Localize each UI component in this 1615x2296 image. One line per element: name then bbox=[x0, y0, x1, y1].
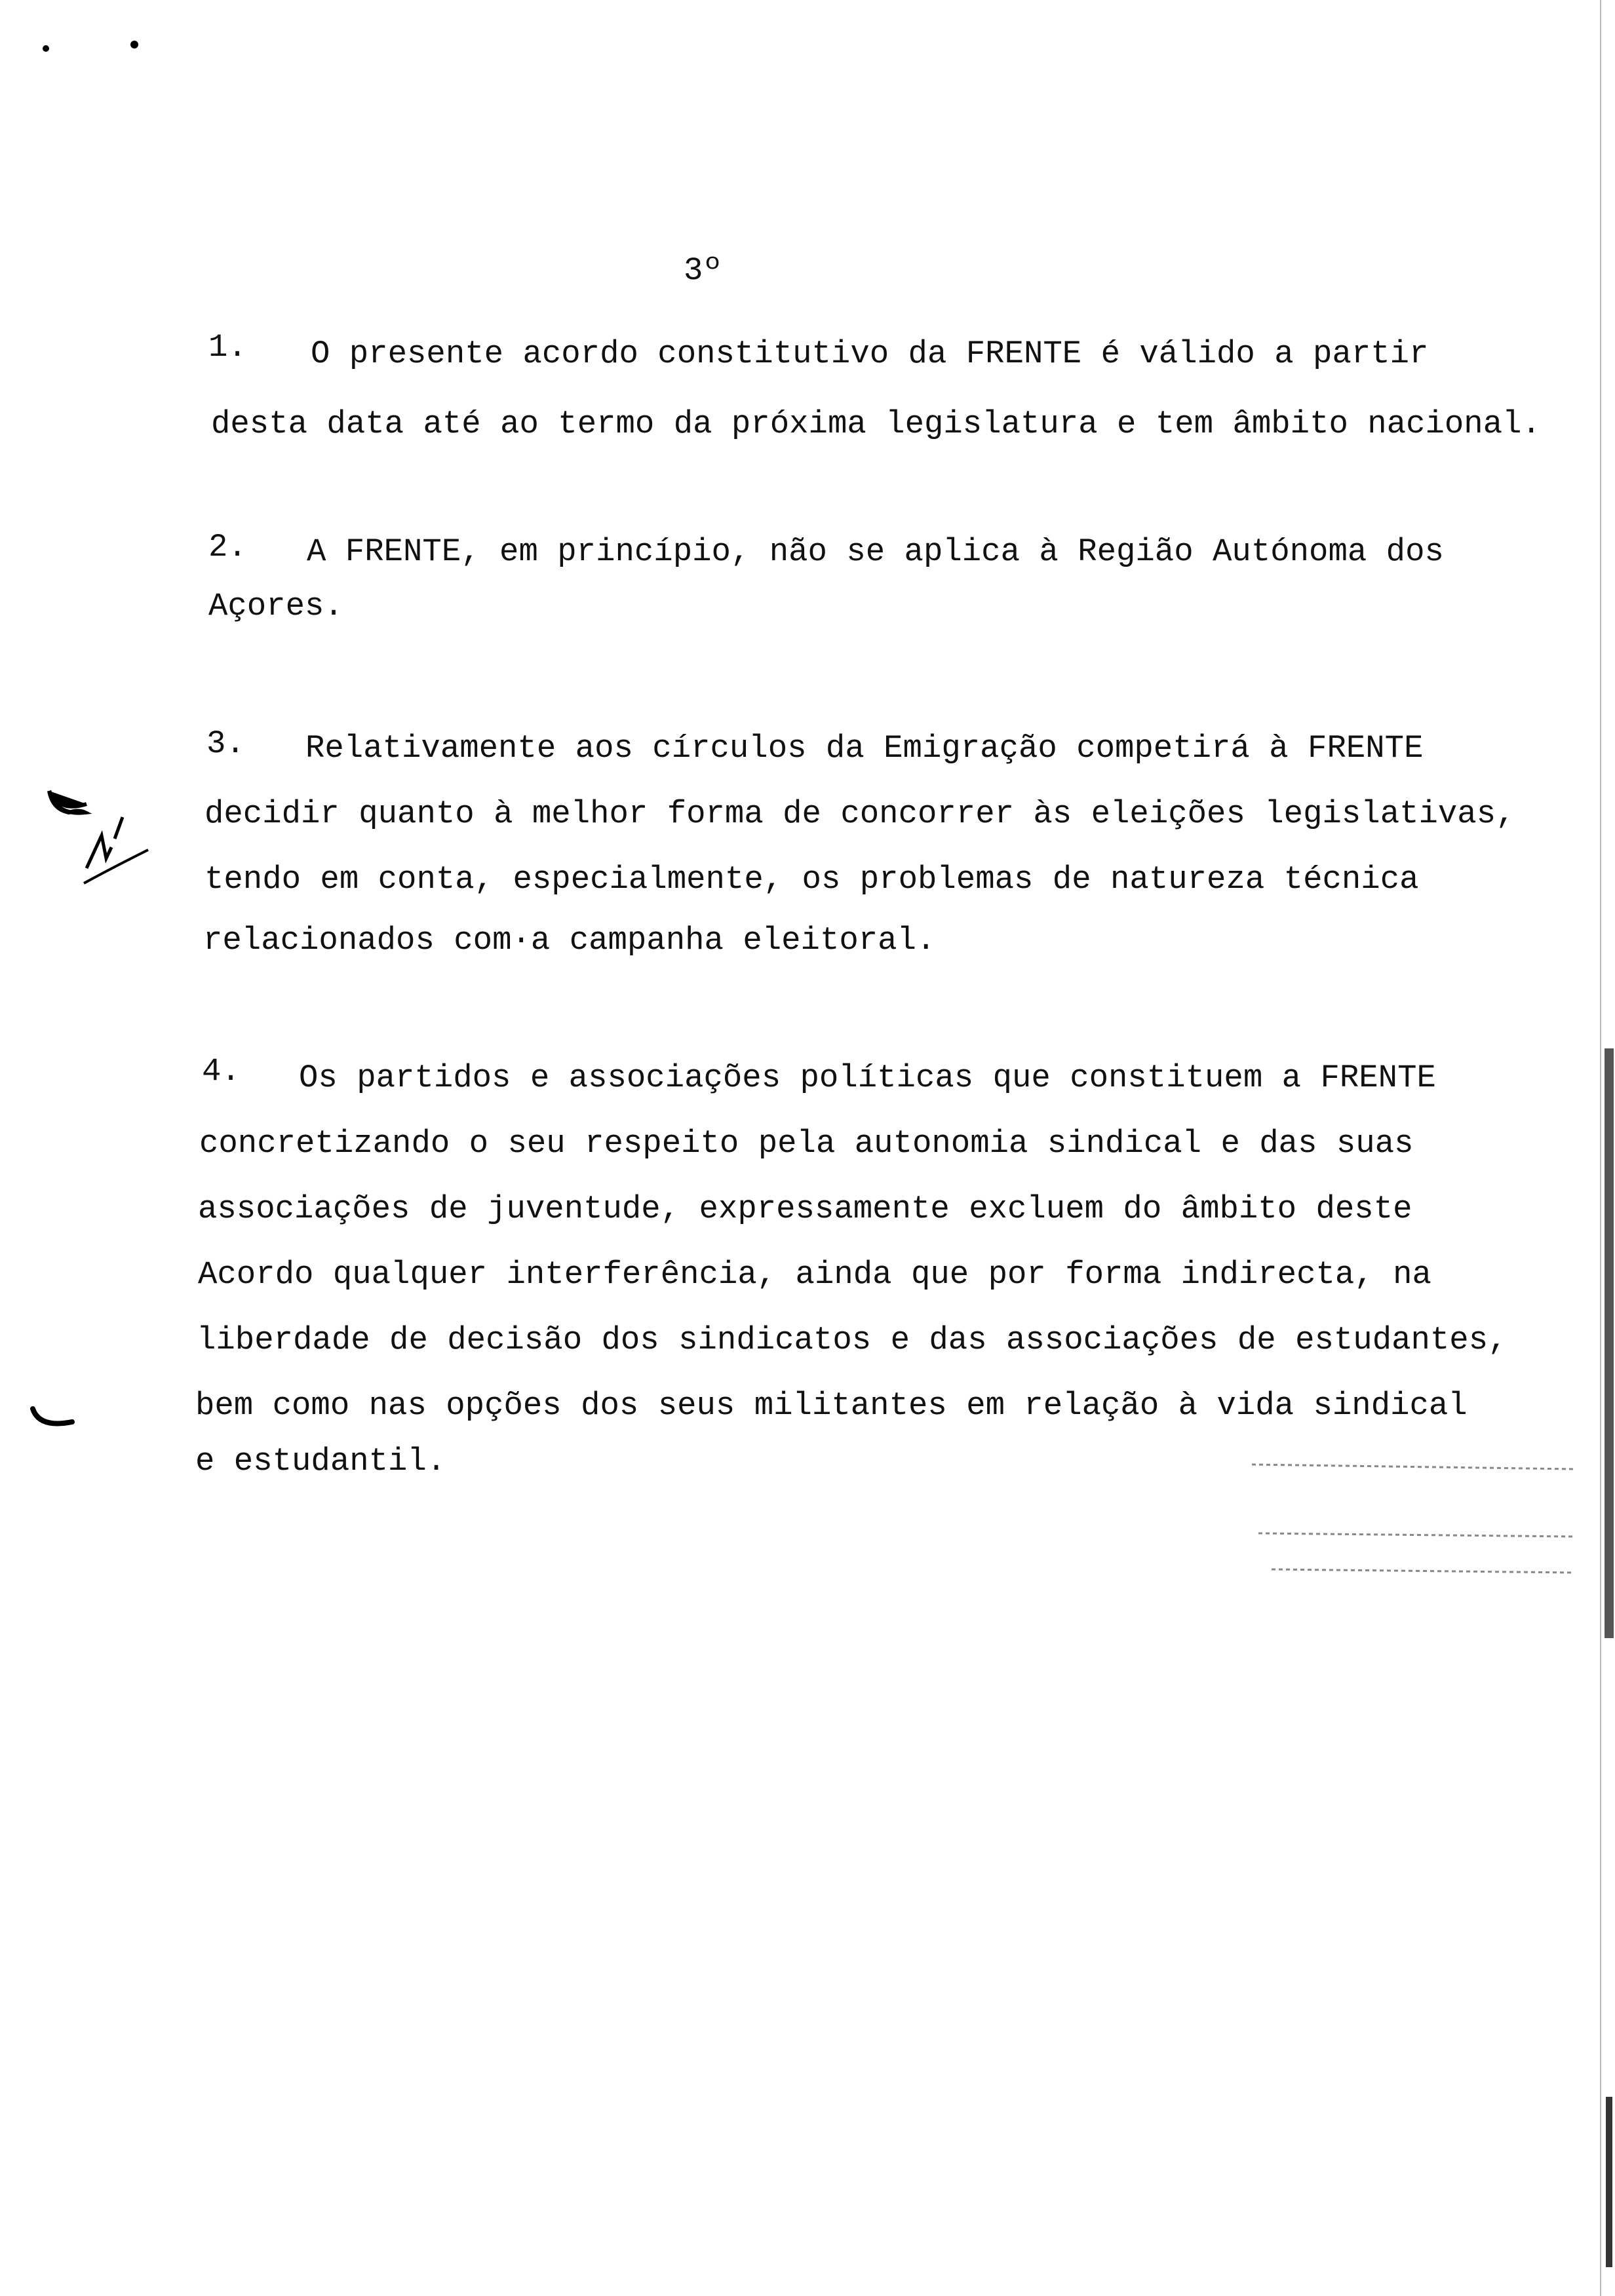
paragraph-line: A FRENTE, em princípio, não se aplica à Região Autónoma dos bbox=[307, 533, 1444, 570]
scan-noise-lines bbox=[1232, 1455, 1599, 1599]
scan-right-edge bbox=[1595, 0, 1615, 2296]
page-number: 3º bbox=[684, 252, 722, 289]
paragraph-line: decidir quanto à melhor forma de concorrer às eleições legislativas, bbox=[204, 795, 1515, 832]
paragraph-line: concretizando o seu respeito pela autonomia sindical e das suas bbox=[199, 1125, 1414, 1162]
scan-dots bbox=[33, 33, 164, 66]
paragraph-number: 2. bbox=[208, 529, 247, 565]
paragraph-line: desta data até ao termo da próxima legislatura e tem âmbito nacional. bbox=[211, 406, 1541, 442]
paragraph-line: e estudantil. bbox=[195, 1443, 446, 1480]
paragraph-line: O presente acordo constitutivo da FRENTE é válido a partir bbox=[311, 335, 1429, 372]
paragraph-line: Açores. bbox=[208, 588, 343, 624]
paragraph-number: 4. bbox=[202, 1053, 241, 1090]
paragraph-line: Acordo qualquer interferência, ainda que por forma indirecta, na bbox=[198, 1256, 1431, 1293]
handwritten-tick-mark bbox=[26, 1402, 92, 1442]
paragraph-line: bem como nas opções dos seus militantes em relação à vida sindical bbox=[195, 1387, 1468, 1424]
paragraph-line: relacionados com·a campanha eleitoral. bbox=[203, 922, 936, 959]
paragraph-number: 1. bbox=[208, 329, 247, 366]
paragraph-line: liberdade de decisão dos sindicatos e das associações de estudantes, bbox=[197, 1322, 1508, 1358]
handwritten-initials bbox=[0, 721, 210, 917]
paragraph-number: 3. bbox=[206, 725, 245, 762]
paragraph-line: tendo em conta, especialmente, os problemas de natureza técnica bbox=[204, 861, 1419, 898]
paragraph-line: Relativamente aos círculos da Emigração competirá à FRENTE bbox=[305, 730, 1424, 767]
paragraph-line: Os partidos e associações políticas que constituem a FRENTE bbox=[299, 1060, 1436, 1096]
paragraph-line: associações de juventude, expressamente excluem do âmbito deste bbox=[198, 1191, 1412, 1227]
